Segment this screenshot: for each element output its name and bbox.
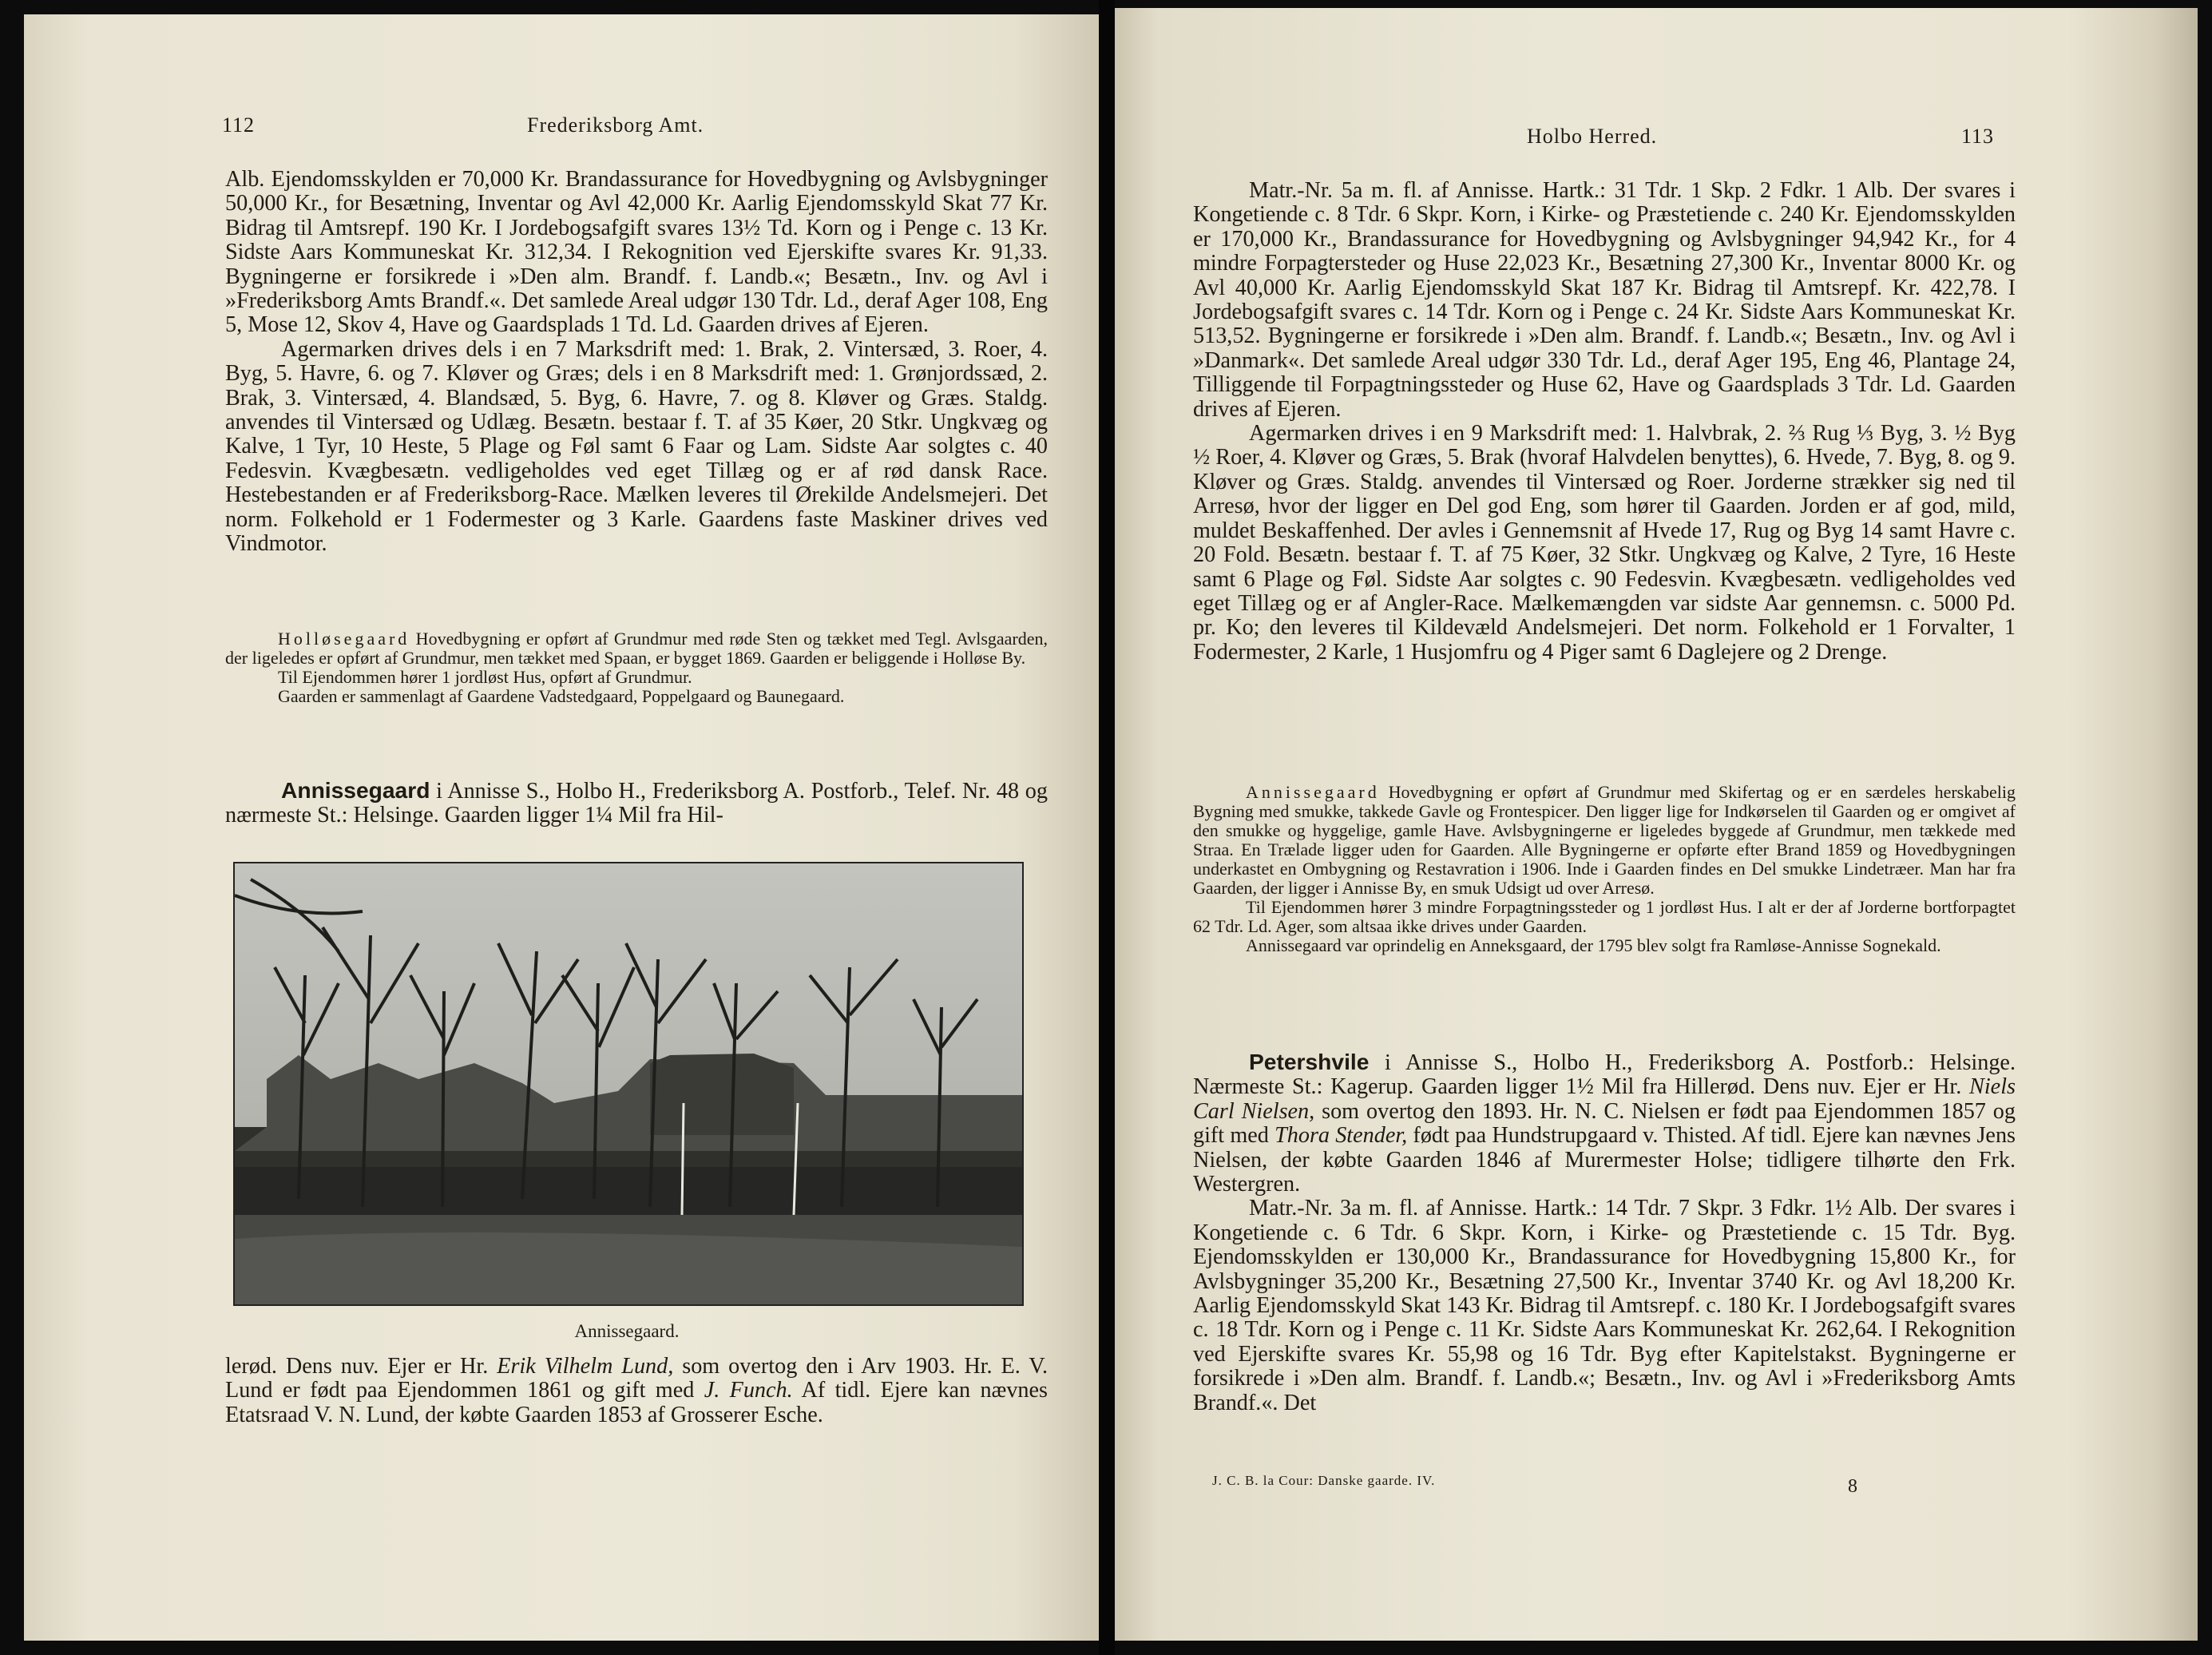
paragraph: Matr.-Nr. 5a m. fl. af Annisse. Hartk.: 31 Tdr. 1 Skp. 2 Fdkr. 1 Alb. Der svares i Kongetiende c. 8 Tdr. 6 Skpr. Korn, i Kirke- og Præstetiende c. 240 Kr. Ejendomsskylden er 170,000 Kr., Brandassurance for Hovedbygning og Avlsbygninger 94,942 Kr., for 4 mindre Forpagtersteder og Huse 22,023 Kr., Besætning 27,300 Kr., Inventar 8000 Kr. og Avl 40,000 Kr. Aarlig Ejendomsskyld Skat 187 Kr. Bidrag til Amtsrepf. Kr. 422,78. I Jordebogsafgift svares c. 14 Tdr. Korn og i Penge c. 24 Kr. Sidste Aars Kommuneskat Kr. 513,52. Bygningerne er forsikrede i »Den alm. Brandf. f. Landb.«; Besætn., Inv. og Avl i »Danmark«. Det samlede Areal udgør 330 Tdr. Ld., deraf Ager 195, Eng 46, Plantage 24, Tilliggende til Forpagtningssteder og Huse 62, Have og Gaardsplads 3 Tdr. Ld. Gaarden drives af Ejeren. <box>1193 178 2016 422</box>
estate-continuation: lerød. Dens nuv. Ejer er Hr. Erik Vilhelm Lund, som overtog den i Arv 1903. Hr. E. V. Lund er født paa Ejendommen 1861 og gift med J. Funch. Af tidl. Ejere kan nævnes Etatsraad V. N. Lund, der købte Gaarden 1853 af Grosserer Esche. <box>225 1354 1049 1427</box>
footer-imprint: J. C. B. la Cour: Danske gaarde. IV. <box>1212 1473 1436 1488</box>
estate-heading: Annissegaard <box>281 777 430 803</box>
main-text <box>225 168 1048 557</box>
running-head: Frederiksborg Amt. <box>527 113 704 137</box>
book-gutter <box>1099 0 1115 1655</box>
photo-caption: Annissegaard. <box>574 1321 680 1341</box>
spaced-name: Annissegaard <box>1246 782 1380 802</box>
spaced-name: Holløsegaard <box>278 629 410 649</box>
page-number: 113 <box>1961 125 1995 148</box>
signature-mark: 8 <box>1848 1476 1857 1497</box>
spouse-name: Thora Stender, <box>1274 1123 1408 1149</box>
photo-illustration <box>235 863 1022 1304</box>
owner-name: Erik Vilhelm Lund, <box>497 1354 674 1379</box>
small-notes <box>225 629 1048 706</box>
paragraph: Alb. Ejendomsskylden er 70,000 Kr. Brandassurance for Hovedbygning og Avlsbygninger 50,000 Kr., for Besætning, Inventar og Avl 42,000 Kr. Aarlig Ejendomsskyld Skat 77 Kr. Bidrag til Amtsrepf. 190 Kr. I Jordebogsafgift svares 13½ Td. Korn og i Penge c. 13 Kr. Sidste Aars Kommuneskat Kr. 312,34. I Rekognition ved Ejerskifte svares Kr. 91,33. Bygningerne er forsikrede i »Den alm. Brandf. f. Landb.«; Besætn., Inv. og Avl i »Frederiksborg Amts Brandf.«. Det samlede Areal udgør 130 Tdr. Ld., deraf Ager 108, Eng 5, Mose 12, Skov 4, Have og Gaardsplads 1 Td. Ld. Gaarden drives af Ejeren. <box>225 167 1048 338</box>
note-paragraph: Til Ejendommen hører 1 jordløst Hus, opført af Grundmur. <box>278 667 692 687</box>
main-text <box>1193 179 2016 665</box>
running-head: Holbo Herred. <box>1527 125 1658 148</box>
right-page <box>1115 8 2198 1641</box>
small-notes <box>1193 783 2016 955</box>
paragraph: Agermarken drives dels i en 7 Marksdrift med: 1. Brak, 2. Vintersæd, 3. Roer, 4. Byg, 5. Havre, 6. og 7. Kløver og Græs; dels i en 8 Marksdrift med: 1. Grønjordssæd, 2. Brak, 3. Vintersæd, 4. Blandsæd, 5. Byg, 6. Havre, 7. og 8. Kløver og Græs. Staldg. anvendes til Vintersæd og Udlæg. Besætn. bestaar f. T. af 35 Køer, 20 Stkr. Ungkvæg og Kalve, 1 Tyr, 10 Heste, 5 Plage og Føl samt 6 Faar og Lam. Sidste Aar solgtes c. 40 Fedesvin. Kvægbesætn. vedligeholdes ved eget Tillæg og er af rød dansk Race. Hestebestanden er af Frederiksborg-Race. Mælken leveres til Ørekilde Andelsmejeri. Det norm. Folkehold er 1 Fodermester og 3 Karle. Gaardens faste Maskiner drives ved Vindmotor. <box>225 336 1048 557</box>
note-paragraph: Gaarden er sammenlagt af Gaardene Vadstedgaard, Poppelgaard og Baunegaard. <box>278 686 845 706</box>
note-paragraph: Annissegaard var oprindelig en Anneksgaard, der 1795 blev solgt fra Ramløse-Annisse Sognekald. <box>1246 935 1941 955</box>
owner-name: Niels Carl Nielsen, <box>1193 1074 2016 1124</box>
left-page <box>24 14 1099 1641</box>
paragraph: Agermarken drives i en 9 Marksdrift med: 1. Halvbrak, 2. ⅔ Rug ⅓ Byg, 3. ½ Byg ½ Roer, 4. Kløver og Græs, 5. Brak (hvoraf Halvdelen benyttes), 6. Hvede, 7. Byg, 8. og 9. Kløver og Græs. Staldg. anvendes til Vintersæd og Roer. Jorderne strækker sig ned til Arresø, hvor der ligger en Del god Eng, som hører til Gaarden. Jorden er af god, mild, muldet Beskaffenhed. Der avles i Gennemsnit af Hvede 17, Rug og Byg 14 samt Havre c. 20 Fold. Besætn. bestaar f. T. af 75 Køer, 32 Stkr. Ungkvæg og Kalve, 2 Tyre, 16 Heste samt 6 Plage og Føl. Sidste Aar solgtes c. 90 Fedesvin. Kvægbesætn. vedligeholdes ved eget Tillæg og er af Angler-Race. Mælkemængden var sidste Aar gennemsn. c. 5000 Pd. pr. Ko; den leveres til Kildevæld Andelsmejeri. Det norm. Folkehold er 1 Forvalter, 1 Fodermester, 2 Karle, 1 Husjomfru og 4 Piger samt 6 Daglejere og 2 Drenge. <box>1193 421 2016 665</box>
note-paragraph: Til Ejendommen hører 3 mindre Forpagtningssteder og 1 jordløst Hus. I alt er der af Jorderne bortforpagtet 62 Tdr. Ld. Ager, som altsaa ikke drives under Gaarden. <box>1193 897 2016 936</box>
paragraph: Matr.-Nr. 3a m. fl. af Annisse. Hartk.: 14 Tdr. 7 Skpr. 3 Fdkr. 1½ Alb. Der svares i Kongetiende c. 6 Tdr. 6 Skpr. Korn, i Kirke- og Præstetiende c. 15 Tdr. Byg. Ejendomsskylden er 130,000 Kr., Brandassurance for Hovedbygning 15,800 Kr., for Avlsbygninger 35,200 Kr., Besætning 27,500 Kr., Inventar 3740 Kr. og Avl 18,200 Kr. Aarlig Ejendomsskyld Skat 143 Kr. Bidrag til Amtsrepf. c. 180 Kr. I Jordebogsafgift svares c. 18 Tdr. Korn og i Penge c. 11 Kr. Sidste Aars Kommuneskat Kr. 262,64. I Rekognition ved Ejerskifte svares Kr. 55,98 og 16 Tdr. Byg efter Kapitelstakst. Bygningerne er forsikrede i »Den alm. Brandf. f. Landb.«; Besætn., Inv. og Avl i »Frederiksborg Amts Brandf.«. Det <box>1193 1196 2016 1415</box>
note-paragraph: Annissegaard Hovedbygning er opført af Grundmur med Skifertag og er en særdeles herskabelig Bygning med smukke, takkede Gavle og Frontespicer. Den ligger lige for Indkørselen til Gaarden og er omgivet af den smukke og hyggelige, gamle Have. Avlsbygningerne er ligeledes byggede af Grundmur, men tækkede med Straa. En Trælade ligger uden for Gaarden. Alle Bygningerne er opførte efter Brand 1859 og Hovedbygningen underkastet en Ombygning og Restavration i 1906. Inde i Gaarden findes en Del smukke Lindetræer. Man har fra Gaarden, der ligger i Annisse By, en smuk Udsigt ud over Arresø. <box>1193 782 2016 898</box>
estate-photograph <box>233 862 1024 1306</box>
estate-section: Petershvile i Annisse S., Holbo H., Frederiksborg A. Postforb.: Helsinge. Nærmeste St.: Kagerup. Gaarden ligger 1½ Mil fra Hillerød. Dens nuv. Ejer er Hr. Niels Carl Nielsen, som overtog den 1893. Hr. N. C. Nielsen er født paa Ejendommen 1857 og gift med Thora Stender, født paa Hundstrupgaard v. Thisted. Af tidl. Ejere kan nævnes Jens Nielsen, der købte Gaarden 1846 af Murermester Holse; tidligere tilhørte den Frk. Westergren. Matr.-Nr. 3a m. fl. af Annisse. Hartk.: 14 Tdr. 7 Skpr. 3 Fdkr. 1½ Alb. Der svares i Kongetiende c. 6 Tdr. 6 Skpr. Korn, i Kirke- og Præstetiende c. 15 Tdr. Byg. Ejendomsskylden er 130,000 Kr., Brandassurance for Hovedbygning 15,800 Kr., for Avlsbygninger 35,200 Kr., Besætning 27,500 Kr., Inventar 3740 Kr. og Avl 18,200 Kr. Aarlig Ejendomsskyld Skat 143 Kr. Bidrag til Amtsrepf. c. 180 Kr. I Jordebogsafgift svares c. 18 Tdr. Korn og i Penge c. 11 Kr. Sidste Aars Kommuneskat Kr. 262,64. I Rekognition ved Ejerskifte svares Kr. 55,98 og 16 Tdr. Byg efter Kapitelstakst. Bygningerne er forsikrede i »Den alm. Brandf. f. Landb.«; Besætn., Inv. og Avl i »Frederiksborg Amts Brandf.«. Det <box>1193 1049 2016 1415</box>
note-paragraph: Holløsegaard Hovedbygning er opført af Grundmur med røde Sten og tækket med Tegl. Avlsgaarden, der ligeledes er opført af Grundmur, men tækket med Spaan, er bygget 1869. Gaarden er beliggende i Holløse By. <box>225 629 1048 668</box>
page-number: 112 <box>222 113 256 137</box>
spouse-name: J. Funch. <box>704 1378 793 1403</box>
estate-heading: Petershvile <box>1249 1049 1370 1074</box>
estate-intro: Annissegaard i Annisse S., Holbo H., Frederiksborg A. Postforb., Telef. Nr. 48 og nærmeste St.: Helsinge. Gaarden ligger 1¼ Mil fra Hil- <box>225 777 1048 828</box>
